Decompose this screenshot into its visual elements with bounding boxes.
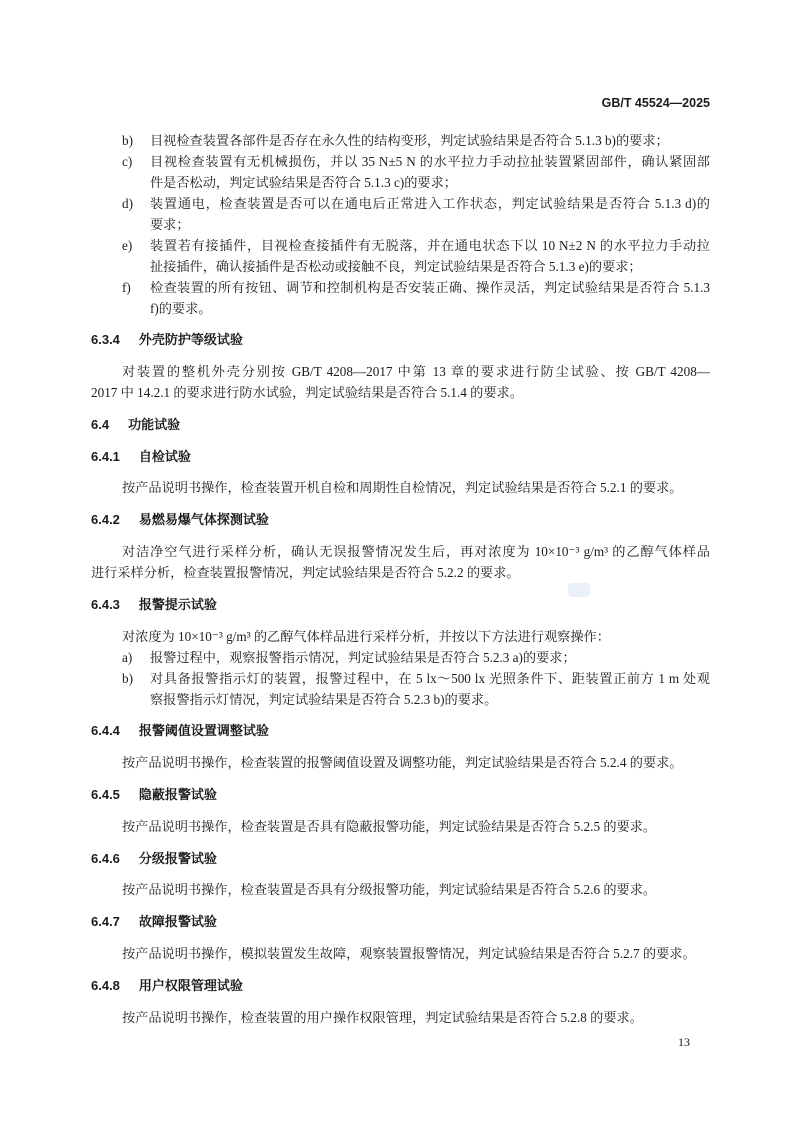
list-item bbox=[91, 668, 710, 710]
text-line: 对浓度为 10×10⁻³ g/m³ 的乙醇气体样品进行采样分析，并按以下方法进行观察操作： bbox=[122, 628, 610, 644]
list-item bbox=[91, 647, 710, 668]
section-heading bbox=[91, 329, 710, 350]
list-label: f) bbox=[122, 279, 131, 295]
section-title: 分级报警试验 bbox=[138, 850, 217, 866]
list-label: e) bbox=[122, 237, 133, 253]
text-line: 目视检查装置有无机械损伤，并以 35 N±5 N 的水平拉力手动拉扯装置紧固部件，确认紧固部 bbox=[150, 153, 710, 169]
list-text bbox=[150, 151, 710, 193]
list-text bbox=[150, 277, 710, 319]
list-item bbox=[91, 151, 710, 193]
section-title: 报警阈值设置调整试验 bbox=[138, 723, 269, 739]
text-line: 装置通电，检查装置是否可以在通电后正常进入工作状态，判定试验结果是否符合 5.1.3 d)的 bbox=[150, 195, 710, 211]
paragraph bbox=[91, 752, 710, 773]
text-line: 对具备报警指示灯的装置，报警过程中，在 5 lx～500 lx 光照条件下、距装置正前方 1 m 处观 bbox=[150, 670, 710, 686]
section-number: 6.4.2 bbox=[91, 512, 120, 528]
section-title: 故障报警试验 bbox=[138, 914, 217, 930]
list-text bbox=[150, 647, 710, 668]
list-label: a) bbox=[122, 649, 133, 665]
text-line: 对装置的整机外壳分别按 GB/T 4208—2017 中第 13 章的要求进行防尘试验、按 GB/T 4208— bbox=[122, 364, 710, 380]
section-heading bbox=[91, 784, 710, 805]
section-heading bbox=[91, 720, 710, 741]
text-line: 目视检查装置各部件是否存在永久性的结构变形，判定试验结果是否符合 5.1.3 b)的要求； bbox=[150, 132, 669, 148]
list-text bbox=[150, 235, 710, 277]
section-number: 6.4.4 bbox=[91, 723, 120, 739]
section-heading bbox=[91, 446, 710, 467]
document-body bbox=[91, 130, 710, 1028]
section-title: 外壳防护等级试验 bbox=[138, 332, 243, 348]
text-line: f)的要求。 bbox=[150, 300, 212, 316]
section-heading bbox=[91, 414, 710, 435]
text-line: 按产品说明书操作，模拟装置发生故障，观察装置报警情况，判定试验结果是否符合 5.2.7 的要求。 bbox=[122, 946, 696, 962]
text-line: 2017 中 14.2.1 的要求进行防水试验，判定试验结果是否符合 5.1.4 的要求。 bbox=[91, 385, 523, 401]
paragraph bbox=[91, 477, 710, 498]
section-heading bbox=[91, 594, 710, 615]
section-number: 6.4.6 bbox=[91, 850, 120, 866]
paragraph bbox=[91, 943, 710, 964]
section-title: 用户权限管理试验 bbox=[138, 977, 243, 993]
paragraph bbox=[91, 361, 710, 403]
text-line: 要求； bbox=[150, 216, 190, 232]
section-number: 6.4.7 bbox=[91, 914, 120, 930]
text-line: 按产品说明书操作，检查装置是否具有隐蔽报警功能，判定试验结果是否符合 5.2.5 的要求。 bbox=[122, 818, 657, 834]
list-label: d) bbox=[122, 195, 133, 211]
section-heading bbox=[91, 911, 710, 932]
paragraph bbox=[91, 1007, 710, 1028]
paragraph bbox=[91, 816, 710, 837]
list-label: b) bbox=[122, 670, 133, 686]
list-text bbox=[150, 193, 710, 235]
list-item bbox=[91, 235, 710, 277]
section-heading bbox=[91, 975, 710, 996]
text-line: 报警过程中，观察报警指示情况，判定试验结果是否符合 5.2.3 a)的要求； bbox=[150, 649, 576, 665]
section-number: 6.4.3 bbox=[91, 596, 120, 612]
text-line: 装置若有接插件，目视检查接插件有无脱落，并在通电状态下以 10 N±2 N 的水平拉力手动拉 bbox=[150, 237, 710, 253]
section-title: 隐蔽报警试验 bbox=[138, 787, 217, 803]
section-number: 6.4 bbox=[91, 416, 110, 432]
paragraph bbox=[91, 541, 710, 583]
page-number: 13 bbox=[678, 1035, 690, 1049]
paragraph bbox=[91, 626, 710, 647]
text-line: 按产品说明书操作，检查装置的用户操作权限管理，判定试验结果是否符合 5.2.8 的要求。 bbox=[122, 1009, 643, 1025]
section-title: 易燃易爆气体探测试验 bbox=[138, 512, 269, 528]
section-title: 功能试验 bbox=[128, 416, 181, 432]
list-text bbox=[150, 668, 710, 710]
document-number-header: GB/T 45524—2025 bbox=[601, 96, 710, 110]
section-title: 自检试验 bbox=[138, 448, 191, 464]
text-line: 进行采样分析，检查装置报警情况，判定试验结果是否符合 5.2.2 的要求。 bbox=[91, 565, 520, 581]
list-item bbox=[91, 277, 710, 319]
list-label: b) bbox=[122, 132, 133, 148]
section-number: 6.3.4 bbox=[91, 332, 120, 348]
text-line: 按产品说明书操作，检查装置开机自检和周期性自检情况，判定试验结果是否符合 5.2.1 的要求。 bbox=[122, 480, 683, 496]
text-line: 扯接插件，确认接插件是否松动或接触不良，判定试验结果是否符合 5.1.3 e)的要求； bbox=[150, 258, 642, 274]
section-heading bbox=[91, 509, 710, 530]
text-line: 件是否松动，判定试验结果是否符合 5.1.3 c)的要求； bbox=[150, 174, 457, 190]
text-line: 按产品说明书操作，检查装置是否具有分级报警功能，判定试验结果是否符合 5.2.6 的要求。 bbox=[122, 882, 657, 898]
section-title: 报警提示试验 bbox=[138, 596, 217, 612]
text-line: 检查装置的所有按钮、调节和控制机构是否安装正确、操作灵活，判定试验结果是否符合 5.1.3 bbox=[150, 279, 710, 295]
text-line: 对洁净空气进行采样分析，确认无误报警情况发生后，再对浓度为 10×10⁻³ g/m³ 的乙醇气体样品 bbox=[122, 544, 710, 560]
list-label: c) bbox=[122, 153, 133, 169]
section-number: 6.4.1 bbox=[91, 448, 120, 464]
list-item bbox=[91, 193, 710, 235]
paragraph bbox=[91, 879, 710, 900]
list-text bbox=[150, 130, 710, 151]
text-line: 察报警指示灯情况，判定试验结果是否符合 5.2.3 b)的要求。 bbox=[150, 691, 498, 707]
section-number: 6.4.5 bbox=[91, 787, 120, 803]
list-item bbox=[91, 130, 710, 151]
text-line: 按产品说明书操作，检查装置的报警阈值设置及调整功能，判定试验结果是否符合 5.2.4 的要求。 bbox=[122, 755, 683, 771]
section-heading bbox=[91, 848, 710, 869]
section-number: 6.4.8 bbox=[91, 977, 120, 993]
